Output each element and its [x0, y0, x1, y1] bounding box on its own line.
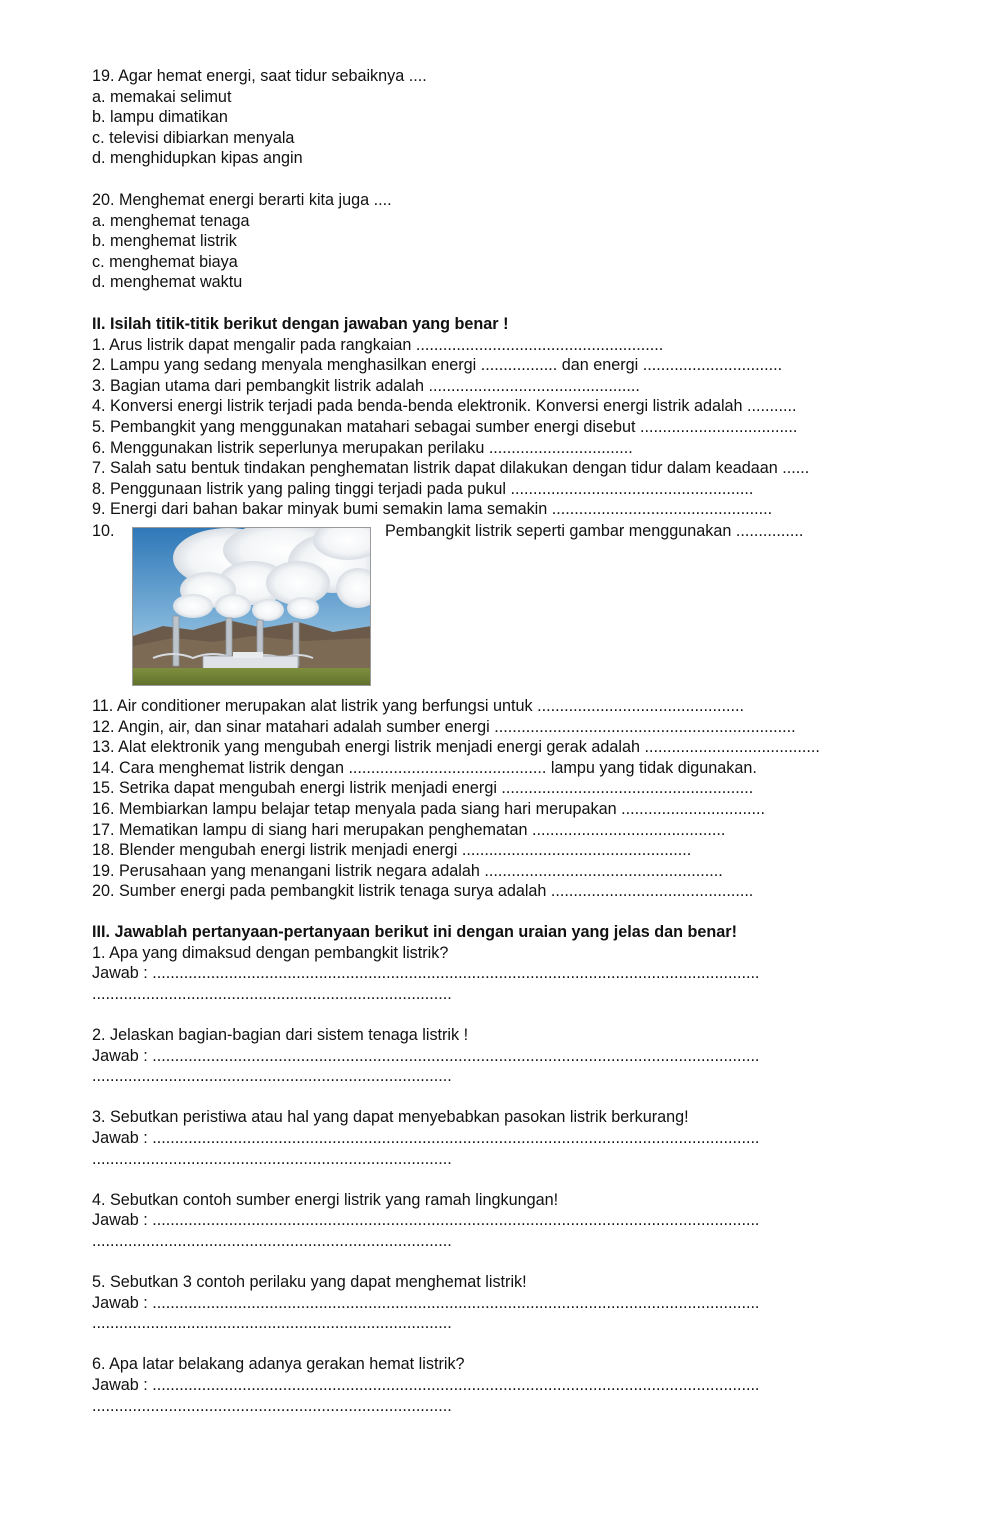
answer-line-continued[interactable]: ................................................................................ [92, 984, 452, 1003]
fill-item: 9. Energi dari bahan bakar minyak bumi semakin lama semakin ................................................. [92, 500, 773, 519]
section-3 [92, 922, 952, 1416]
answer-line[interactable]: Jawab : ....................................................................................................................................... [92, 1046, 760, 1065]
answer-line[interactable]: Jawab : ....................................................................................................................................... [92, 964, 760, 983]
essay-question-3 [92, 1107, 952, 1169]
fill-item: 14. Cara menghemat listrik dengan ............................................ lampu yang tidak digunakan. [92, 758, 757, 777]
fill-item: 8. Penggunaan listrik yang paling tinggi terjadi pada pukul ...................................................... [92, 479, 754, 498]
fill-item: 13. Alat elektronik yang mengubah energi listrik menjadi energi gerak adalah ....................................... [92, 738, 820, 757]
essay-question-6 [92, 1354, 952, 1416]
fill-item: 11. Air conditioner merupakan alat listrik yang berfungsi untuk .............................................. [92, 697, 744, 715]
fill-item: 4. Konversi energi listrik terjadi pada benda-benda elektronik. Konversi energi listrik adalah ........... [92, 397, 797, 416]
fill-item: 18. Blender mengubah energi listrik menjadi energi ................................................... [92, 841, 692, 860]
question-20-option-b: b. menghemat listrik [92, 232, 237, 251]
fill-item: 17. Mematikan lampu di siang hari merupakan penghematan ........................................... [92, 820, 726, 839]
fill-item-10-number: 10. [92, 522, 115, 540]
answer-line[interactable]: Jawab : ....................................................................................................................................... [92, 1376, 760, 1395]
question-19-option-a: a. memakai selimut [92, 87, 232, 106]
essay-question-text: 6. Apa latar belakang adanya gerakan hemat listrik? [92, 1355, 465, 1374]
essay-question-text: 3. Sebutkan peristiwa atau hal yang dapat menyebabkan pasokan listrik berkurang! [92, 1108, 689, 1127]
question-19-option-d: d. menghidupkan kipas angin [92, 149, 303, 168]
answer-line[interactable]: Jawab : ....................................................................................................................................... [92, 1293, 760, 1312]
fill-item: 16. Membiarkan lampu belajar tetap menyala pada siang hari merupakan ................................ [92, 799, 766, 818]
section-3-heading: III. Jawablah pertanyaan-pertanyaan berikut ini dengan uraian yang jelas dan benar! [92, 923, 737, 941]
question-20-text: 20. Menghemat energi berarti kita juga .... [92, 191, 392, 209]
fill-item: 6. Menggunakan listrik seperlunya merupakan perilaku ................................ [92, 438, 633, 457]
question-19-option-c: c. televisi dibiarkan menyala [92, 128, 295, 147]
fill-item: 7. Salah satu bentuk tindakan penghematan listrik dapat dilakukan dengan tidur dalam keadaan ...... [92, 459, 810, 478]
essay-question-5 [92, 1272, 952, 1334]
fill-item: 15. Setrika dapat mengubah energi listrik menjadi energi ........................................................ [92, 779, 754, 798]
fill-item: 3. Bagian utama dari pembangkit listrik adalah ............................................... [92, 376, 640, 395]
answer-line[interactable]: Jawab : ....................................................................................................................................... [92, 1211, 760, 1230]
power-plant-photo [132, 527, 371, 686]
essay-question-4 [92, 1190, 952, 1252]
section-2 [92, 314, 952, 520]
answer-line-continued[interactable]: ................................................................................ [92, 1231, 452, 1250]
fill-item-10-text: Pembangkit listrik seperti gambar menggunakan ............... [385, 522, 804, 540]
fill-item: 12. Angin, air, dan sinar matahari adalah sumber energi ................................................................... [92, 717, 796, 736]
question-20-option-a: a. menghemat tenaga [92, 211, 250, 230]
section-2-continued [92, 696, 952, 902]
fill-item: 20. Sumber energi pada pembangkit listrik tenaga surya adalah ............................................. [92, 882, 754, 901]
question-19 [92, 66, 952, 169]
question-20-option-d: d. menghemat waktu [92, 273, 243, 292]
essay-question-text: 5. Sebutkan 3 contoh perilaku yang dapat menghemat listrik! [92, 1273, 527, 1292]
fill-item: 2. Lampu yang sedang menyala menghasilkan energi ................. dan energi ............................... [92, 356, 783, 375]
answer-line-continued[interactable]: ................................................................................ [92, 1314, 452, 1333]
fill-item: 19. Perusahaan yang menangani listrik negara adalah ..................................................... [92, 861, 723, 880]
question-20-option-c: c. menghemat biaya [92, 252, 238, 271]
answer-line[interactable]: Jawab : ....................................................................................................................................... [92, 1128, 760, 1147]
question-19-text: 19. Agar hemat energi, saat tidur sebaiknya .... [92, 67, 427, 85]
answer-line-continued[interactable]: ................................................................................ [92, 1067, 452, 1086]
essay-question-text: 2. Jelaskan bagian-bagian dari sistem tenaga listrik ! [92, 1025, 469, 1044]
answer-line-continued[interactable]: ................................................................................ [92, 1396, 452, 1415]
section-2-heading: II. Isilah titik-titik berikut dengan jawaban yang benar ! [92, 315, 509, 333]
essay-question-1 [92, 943, 952, 1005]
essay-question-text: 1. Apa yang dimaksud dengan pembangkit listrik? [92, 943, 449, 962]
fill-item: 1. Arus listrik dapat mengalir pada rangkaian ....................................................... [92, 335, 664, 354]
answer-line-continued[interactable]: ................................................................................ [92, 1149, 452, 1168]
question-20 [92, 190, 952, 293]
fill-item: 5. Pembangkit yang menggunakan matahari sebagai sumber energi disebut ................................... [92, 417, 798, 436]
essay-question-text: 4. Sebutkan contoh sumber energi listrik yang ramah lingkungan! [92, 1190, 559, 1209]
essay-question-2 [92, 1025, 952, 1087]
question-19-option-b: b. lampu dimatikan [92, 108, 228, 127]
